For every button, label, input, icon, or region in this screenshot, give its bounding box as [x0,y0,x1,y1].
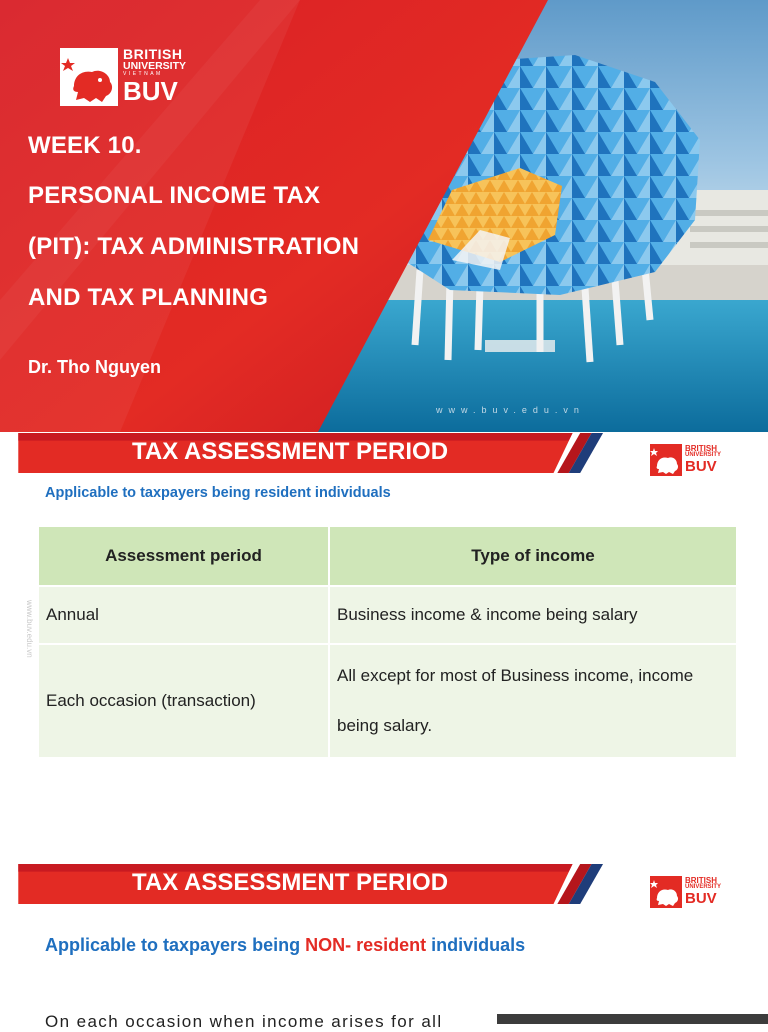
table-cell: Annual [39,586,329,644]
slide-3-header-title: TAX ASSESSMENT PERIOD [132,869,449,896]
logo-line2: UNIVERSITY [123,60,187,72]
title-line-4: AND TAX PLANNING [28,284,269,311]
subtitle-pre: Applicable to taxpayers being [45,935,306,955]
logo-abbr: BUV [685,458,717,475]
buv-logo-small [650,876,726,913]
logo-abbr: BUV [685,890,717,907]
logo-line2: UNIVERSITY [685,884,722,890]
logo-line1: BRITISH [123,46,183,62]
logo-line3: VIETNAM [123,71,163,77]
buv-logo [60,46,200,113]
logo-line2: UNIVERSITY [685,452,722,458]
table-cell: Each occasion (transaction) [39,644,329,757]
title-line-1: WEEK 10. [28,132,142,159]
logo-abbr: BUV [123,76,178,106]
slide-3-subtitle [45,935,525,956]
subtitle-post: individuals [426,935,526,955]
title-slide [0,0,768,432]
table-cell: All except for most of Business income, income being salary. [329,644,737,757]
slide-3-image [497,1014,768,1024]
title-line-2: PERSONAL INCOME TAX [28,182,321,209]
website-text: www.buv.edu.vn [436,405,585,415]
slide-2-subtitle: Applicable to taxpayers being resident individuals [45,485,391,501]
table-cell: Business income & income being salary [329,586,737,644]
slide-2-header-title: TAX ASSESSMENT PERIOD [132,438,449,465]
table-header-cell: Assessment period [39,527,329,586]
table-row [39,586,737,644]
buv-logo-small [650,444,726,481]
assessment-period-table [39,527,738,757]
table-row [39,644,737,757]
watermark-text: www.buv.edu.vn [25,600,34,658]
logo-line1: BRITISH [685,876,717,885]
title-line-3: (PIT): TAX ADMINISTRATION [28,233,360,260]
slide-3-body-text: On each occasion when income arises for all [45,1012,443,1031]
author-name: Dr. Tho Nguyen [28,357,162,377]
table-header-cell: Type of income [329,527,737,586]
logo-line1: BRITISH [685,444,717,453]
subtitle-highlight: NON- resident [305,935,427,955]
